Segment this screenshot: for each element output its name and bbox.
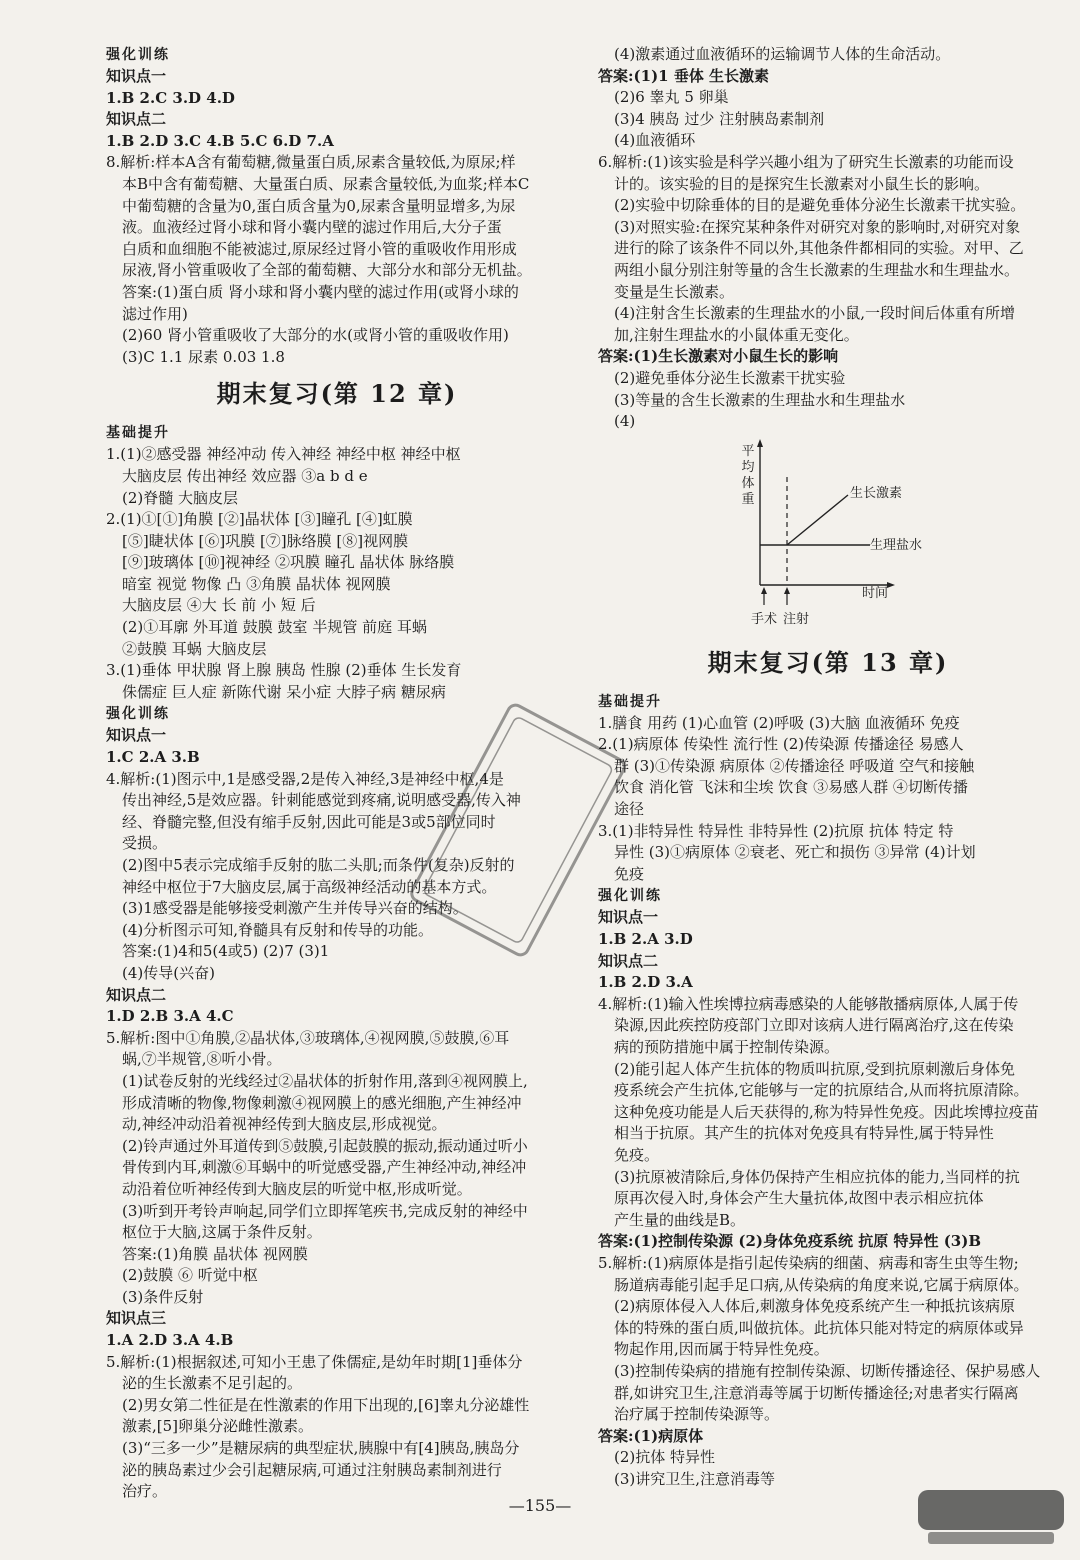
page-number: —155— xyxy=(508,1496,572,1515)
right-top-line-9: 进行的除了该条件不同以外,其他条件都相同的实验。对甲、乙 xyxy=(614,239,1024,258)
right-bottom-text xyxy=(598,647,1058,1491)
left-line-43: 1.D 2.B 3.A 4.C xyxy=(106,1007,234,1026)
right-bottom-line-32: (3)控制传染病的措施有控制传染源、切断传播途径、保护易感人 xyxy=(614,1361,1041,1380)
left-line-49: (2)铃声通过外耳道传到⑤鼓膜,引起鼓膜的振动,振动通过听小 xyxy=(122,1136,528,1155)
left-line-5: 8.解析:样本A含有葡萄糖,微量蛋白质,尿素含量较低,为原尿;样 xyxy=(106,153,516,172)
right-bottom-line-12: 1.B 2.A 3.D xyxy=(598,930,693,949)
right-bottom-line-21: 相当于抗原。其产生的抗体对免疫具有特异性,属于特异性 xyxy=(614,1124,994,1143)
right-bottom-line-9: 免疫 xyxy=(614,864,645,883)
left-line-51: 动沿着位听神经传到大脑皮层的听觉中枢,形成听觉。 xyxy=(122,1179,472,1198)
left-line-56: (3)条件反射 xyxy=(122,1287,204,1306)
right-bottom-line-33: 群,如讲究卫生,注意消毒等属于切断传播途径;对患者实行隔离 xyxy=(614,1383,1019,1402)
right-bottom-line-20: 这种免疫功能是人后天获得的,称为特异性免疫。因此埃博拉疫苗 xyxy=(614,1102,1039,1121)
left-line-38: (3)1感受器是能够接受刺激产生并传导兴奋的结构。 xyxy=(122,899,468,918)
left-line-20: 2.(1)①[①]角膜 [②]晶状体 [③]瞳孔 [④]虹膜 xyxy=(106,510,413,529)
left-line-40: 答案:(1)4和5(4或5) (2)7 (3)1 xyxy=(122,942,330,961)
right-top-line-0: (4)激素通过血液循环的运输调节人体的生命活动。 xyxy=(614,45,951,63)
left-line-16: 基础提升 xyxy=(106,425,170,442)
left-line-53: 枢位于大脑,这属于条件反射。 xyxy=(122,1223,322,1242)
right-top-line-15: (2)避免垂体分泌生长激素干扰实验 xyxy=(614,368,846,387)
right-top-line-5: 6.解析:(1)该实验是科学兴趣小组为了研究生长激素的功能而设 xyxy=(598,152,1014,171)
surgery-label: 手术 xyxy=(750,611,778,627)
left-line-15: 期末复习(第 12 章) xyxy=(216,379,458,409)
injection-arrow-head xyxy=(784,587,790,594)
right-bottom-line-18: (2)能引起人体产生抗体的物质叫抗原,受到抗原刺激后身体免 xyxy=(614,1059,1016,1078)
y-label-char-3: 重 xyxy=(741,491,755,507)
left-line-21: [⑤]睫状体 [⑥]巩膜 [⑦]脉络膜 [⑧]视网膜 xyxy=(122,531,409,550)
left-line-2: 1.B 2.C 3.D 4.D xyxy=(106,88,235,107)
left-line-41: (4)传导(兴奋) xyxy=(122,963,215,982)
left-line-0: 强化训练 xyxy=(106,47,170,63)
left-line-14: (3)C 1.1 尿素 0.03 1.8 xyxy=(122,347,285,366)
right-bottom-line-3: 2.(1)病原体 传染性 流行性 (2)传染源 传播途径 易感人 xyxy=(598,735,964,754)
right-bottom-line-31: 物起作用,因而属于特异性免疫。 xyxy=(614,1340,829,1359)
left-line-52: (3)听到开考铃声响起,同学们立即挥笔疾书,完成反射的神经中 xyxy=(122,1201,528,1220)
right-bottom-line-26: 答案:(1)控制传染源 (2)身体免疫系统 抗原 特异性 (3)B xyxy=(598,1232,981,1251)
left-line-31: 1.C 2.A 3.B xyxy=(106,748,200,767)
right-bottom-line-15: 4.解析:(1)输入性埃博拉病毒感染的人能够散播病原体,人属于传 xyxy=(598,994,1019,1013)
right-top-line-13: 加,注射生理盐水的小鼠体重无变化。 xyxy=(614,325,859,344)
right-column xyxy=(598,44,1058,1490)
right-bottom-line-24: 原再次侵入时,身体会产生大量抗体,故图中表示相应抗体 xyxy=(614,1189,984,1208)
right-top-line-8: (3)对照实验:在探究某种条件对研究对象的影响时,对研究对象 xyxy=(614,217,1021,236)
left-line-17: 1.(1)②感受器 神经冲动 传入神经 神经中枢 神经中枢 xyxy=(106,445,461,464)
right-bottom-line-25: 产生量的曲线是B。 xyxy=(614,1210,746,1229)
left-line-32: 4.解析:(1)图示中,1是感受器,2是传入神经,3是神经中枢,4是 xyxy=(106,769,504,788)
left-line-11: 答案:(1)蛋白质 肾小球和肾小囊内壁的滤过作用(或肾小球的 xyxy=(122,282,519,301)
x-axis-label: 时间 xyxy=(861,585,888,601)
right-bottom-line-8: 异性 (3)①病原体 ②衰老、死亡和损伤 ③异常 (4)计划 xyxy=(614,843,976,862)
left-line-10: 尿液,肾小管重吸收了全部的葡萄糖、大部分水和部分无机盐。 xyxy=(122,261,532,280)
right-bottom-line-7: 3.(1)非特异性 特异性 非特异性 (2)抗原 抗体 特定 特 xyxy=(598,821,954,840)
left-line-61: (2)男女第二性征是在性激素的作用下出现的,[6]睾丸分泌雄性 xyxy=(122,1395,530,1414)
left-line-36: (2)图中5表示完成缩手反射的肱二头肌;而条件(复杂)反射的 xyxy=(122,856,515,874)
left-line-37: 神经中枢位于7大脑皮层,属于高级神经活动的基本方式。 xyxy=(122,877,497,896)
right-bottom-line-23: (3)抗原被清除后,身体仍保持产生相应抗体的能力,当同样的抗 xyxy=(614,1167,1020,1186)
right-top-line-14: 答案:(1)生长激素对小鼠生长的影响 xyxy=(598,347,839,366)
right-bottom-line-28: 肠道病毒能引起手足口病,从传染病的角度来说,它属于病原体。 xyxy=(614,1275,1029,1294)
right-bottom-line-6: 途径 xyxy=(614,800,645,819)
left-line-3: 知识点二 xyxy=(106,110,167,129)
left-line-26: ②鼓膜 耳蜗 大脑皮层 xyxy=(122,639,267,658)
right-bottom-line-0: 期末复习(第 13 章) xyxy=(707,647,949,677)
right-top-line-12: (4)注射含生长激素的生理盐水的小鼠,一段时间后体重有所增 xyxy=(614,304,1016,323)
left-line-24: 大脑皮层 ④大 长 前 小 短 后 xyxy=(122,596,316,615)
left-line-35: 受损。 xyxy=(122,834,168,853)
right-bottom-line-36: (2)抗体 特异性 xyxy=(614,1448,716,1467)
left-line-30: 知识点一 xyxy=(106,726,167,745)
right-top-line-7: (2)实验中切除垂体的目的是避免垂体分泌生长激素干扰实验。 xyxy=(614,196,1026,215)
right-top-line-11: 变量是生长激素。 xyxy=(614,282,735,301)
left-line-58: 1.A 2.D 3.A 4.B xyxy=(106,1331,234,1350)
left-line-64: 泌的胰岛素过少会引起糖尿病,可通过注射胰岛素制剂进行 xyxy=(122,1460,502,1479)
right-bottom-line-22: 免疫。 xyxy=(614,1145,660,1164)
left-line-19: (2)脊髓 大脑皮层 xyxy=(122,488,239,507)
right-bottom-line-29: (2)病原体侵入人体后,刺激身体免疫系统产生一种抵抗该病原 xyxy=(614,1297,1016,1316)
right-bottom-line-17: 病的预防措施中属于控制传染源。 xyxy=(614,1038,840,1056)
left-line-12: 滤过作用) xyxy=(122,304,188,323)
left-line-48: 动,神经冲动沿着视神经传到大脑皮层,形成视觉。 xyxy=(122,1115,447,1134)
right-bottom-line-10: 强化训练 xyxy=(598,888,662,905)
left-line-63: (3)“三多一少”是糖尿病的典型症状,胰腺中有[4]胰岛,胰岛分 xyxy=(122,1439,520,1458)
left-line-8: 液。血液经过肾小球和肾小囊内壁的滤过作用后,大分子蛋 xyxy=(122,218,502,237)
right-top-line-17: (4) xyxy=(614,412,636,431)
right-bottom-line-34: 治疗属于控制传染源等。 xyxy=(614,1405,780,1424)
watermark-stamp xyxy=(398,680,638,980)
left-line-18: 大脑皮层 传出神经 效应器 ③a b d e xyxy=(122,466,368,485)
surgery-arrow-head xyxy=(761,587,767,594)
left-line-29: 强化训练 xyxy=(106,706,170,723)
right-bottom-line-11: 知识点一 xyxy=(598,908,659,927)
right-bottom-line-14: 1.B 2.D 3.A xyxy=(598,973,693,992)
left-line-54: 答案:(1)角膜 晶状体 视网膜 xyxy=(122,1244,308,1263)
left-line-50: 骨传到内耳,刺激⑥耳蜗中的听觉感受器,产生神经冲动,神经冲 xyxy=(122,1158,527,1177)
left-line-34: 经、脊髓完整,但没有缩手反射,因此可能是3或5部位同时 xyxy=(122,812,496,831)
left-line-45: 蜗,⑦半规管,⑧听小骨。 xyxy=(122,1050,282,1069)
right-top-text xyxy=(598,44,1058,433)
right-bottom-line-4: 群 (3)①传染源 病原体 ②传播途径 呼吸道 空气和接触 xyxy=(614,756,975,775)
left-line-39: (4)分析图示可知,脊髓具有反射和传导的功能。 xyxy=(122,920,434,939)
y-label-char-1: 均 xyxy=(741,459,755,475)
left-line-1: 知识点一 xyxy=(106,67,167,85)
left-line-6: 本B中含有葡萄糖、大量蛋白质、尿素含量较低,为血浆;样本C xyxy=(122,174,530,193)
right-bottom-line-37: (3)讲究卫生,注意消毒等 xyxy=(614,1469,776,1488)
right-top-line-3: (3)4 胰岛 过少 注射胰岛素制剂 xyxy=(614,109,825,128)
right-bottom-line-1: 基础提升 xyxy=(598,693,662,710)
right-top-line-1: 答案:(1)1 垂体 生长激素 xyxy=(598,66,770,85)
left-line-9: 白质和血细胞不能被滤过,原尿经过肾小管的重吸收作用形成 xyxy=(122,239,517,258)
left-line-4: 1.B 2.D 3.C 4.B 5.C 6.D 7.A xyxy=(106,131,334,150)
right-bottom-line-35: 答案:(1)病原体 xyxy=(598,1426,704,1445)
hormone-line xyxy=(787,495,848,545)
right-bottom-line-2: 1.膳食 用药 (1)心血管 (2)呼吸 (3)大脑 血液循环 免疫 xyxy=(598,713,960,732)
left-line-47: 形成清晰的物像,物像刺激④视网膜上的感光细胞,产生神经冲 xyxy=(122,1093,522,1112)
right-bottom-line-16: 染源,因此疾控防疫部门立即对该病人进行隔离治疗,这在传染 xyxy=(614,1016,1014,1035)
left-line-23: 暗室 视觉 物像 凸 ③角膜 晶状体 视网膜 xyxy=(122,574,391,593)
right-bottom-line-5: 饮食 消化管 飞沫和尘埃 饮食 ③易感人群 ④切断传播 xyxy=(614,778,968,797)
right-top-line-6: 计的。该实验的目的是探究生长激素对小鼠生长的影响。 xyxy=(614,174,990,193)
right-top-line-16: (3)等量的含生长激素的生理盐水和生理盐水 xyxy=(614,390,906,409)
growth-hormone-graph xyxy=(598,437,923,637)
left-line-46: (1)试卷反射的光线经过②晶状体的折射作用,落到④视网膜上, xyxy=(122,1071,528,1090)
right-bottom-line-19: 疫系统会产生抗体,它能够与一定的抗原结合,从而将抗原清除。 xyxy=(614,1081,1029,1100)
hormone-line-label: 生长激素 xyxy=(850,485,903,501)
right-bottom-line-30: 体的特殊的蛋白质,叫做抗体。此抗体只能对特定的病原体或异 xyxy=(614,1318,1024,1337)
y-axis-arrow xyxy=(757,439,763,447)
y-label-char-2: 体 xyxy=(741,475,755,491)
left-line-65: 治疗。 xyxy=(122,1482,168,1501)
graph-y-label xyxy=(741,444,754,507)
right-top-line-10: 两组小鼠分别注射等量的含生长激素的生理盐水和生理盐水。 xyxy=(614,260,1020,279)
right-bottom-line-13: 知识点二 xyxy=(598,951,659,970)
right-bottom-line-27: 5.解析:(1)病原体是指引起传染病的细菌、病毒和寄生虫等生物; xyxy=(598,1253,1019,1272)
left-line-25: (2)①耳廓 外耳道 鼓膜 鼓室 半规管 前庭 耳蜗 xyxy=(122,618,427,637)
y-label-char-0: 平 xyxy=(741,443,755,459)
left-line-57: 知识点三 xyxy=(106,1309,167,1328)
injection-label: 注射 xyxy=(782,611,810,627)
right-top-line-2: (2)6 睾丸 5 卵巢 xyxy=(614,88,729,107)
left-line-55: (2)鼓膜 ⑥ 听觉中枢 xyxy=(122,1266,258,1285)
left-line-62: 激素,[5]卵巢分泌雌性激素。 xyxy=(122,1417,314,1436)
right-top-line-4: (4)血液循环 xyxy=(614,131,696,150)
left-line-44: 5.解析:图中①角膜,②晶状体,③玻璃体,④视网膜,⑤鼓膜,⑥耳 xyxy=(106,1028,510,1047)
left-line-7: 中葡萄糖的含量为0,蛋白质含量为0,尿素含量明显增多,为尿 xyxy=(122,196,516,215)
left-line-42: 知识点二 xyxy=(106,985,167,1004)
left-line-22: [⑨]玻璃体 [⑩]视神经 ②巩膜 瞳孔 晶状体 脉络膜 xyxy=(122,553,455,572)
watermark-logo xyxy=(916,1486,1066,1546)
left-line-60: 泌的生长激素不足引起的。 xyxy=(122,1374,303,1393)
left-line-13: (2)60 肾小管重吸收了大部分的水(或肾小管的重吸收作用) xyxy=(122,326,509,345)
saline-line-label: 生理盐水 xyxy=(870,537,923,553)
left-line-28: 侏儒症 巨人症 新陈代谢 呆小症 大脖子病 糖尿病 xyxy=(122,682,446,701)
left-line-27: 3.(1)垂体 甲状腺 肾上腺 胰岛 性腺 (2)垂体 生长发育 xyxy=(106,661,462,680)
x-axis-arrow xyxy=(887,582,895,588)
left-line-33: 传出神经,5是效应器。针刺能感觉到疼痛,说明感受器,传入神 xyxy=(122,791,521,810)
left-line-59: 5.解析:(1)根据叙述,可知小王患了侏儒症,是幼年时期[1]垂体分 xyxy=(106,1352,523,1371)
